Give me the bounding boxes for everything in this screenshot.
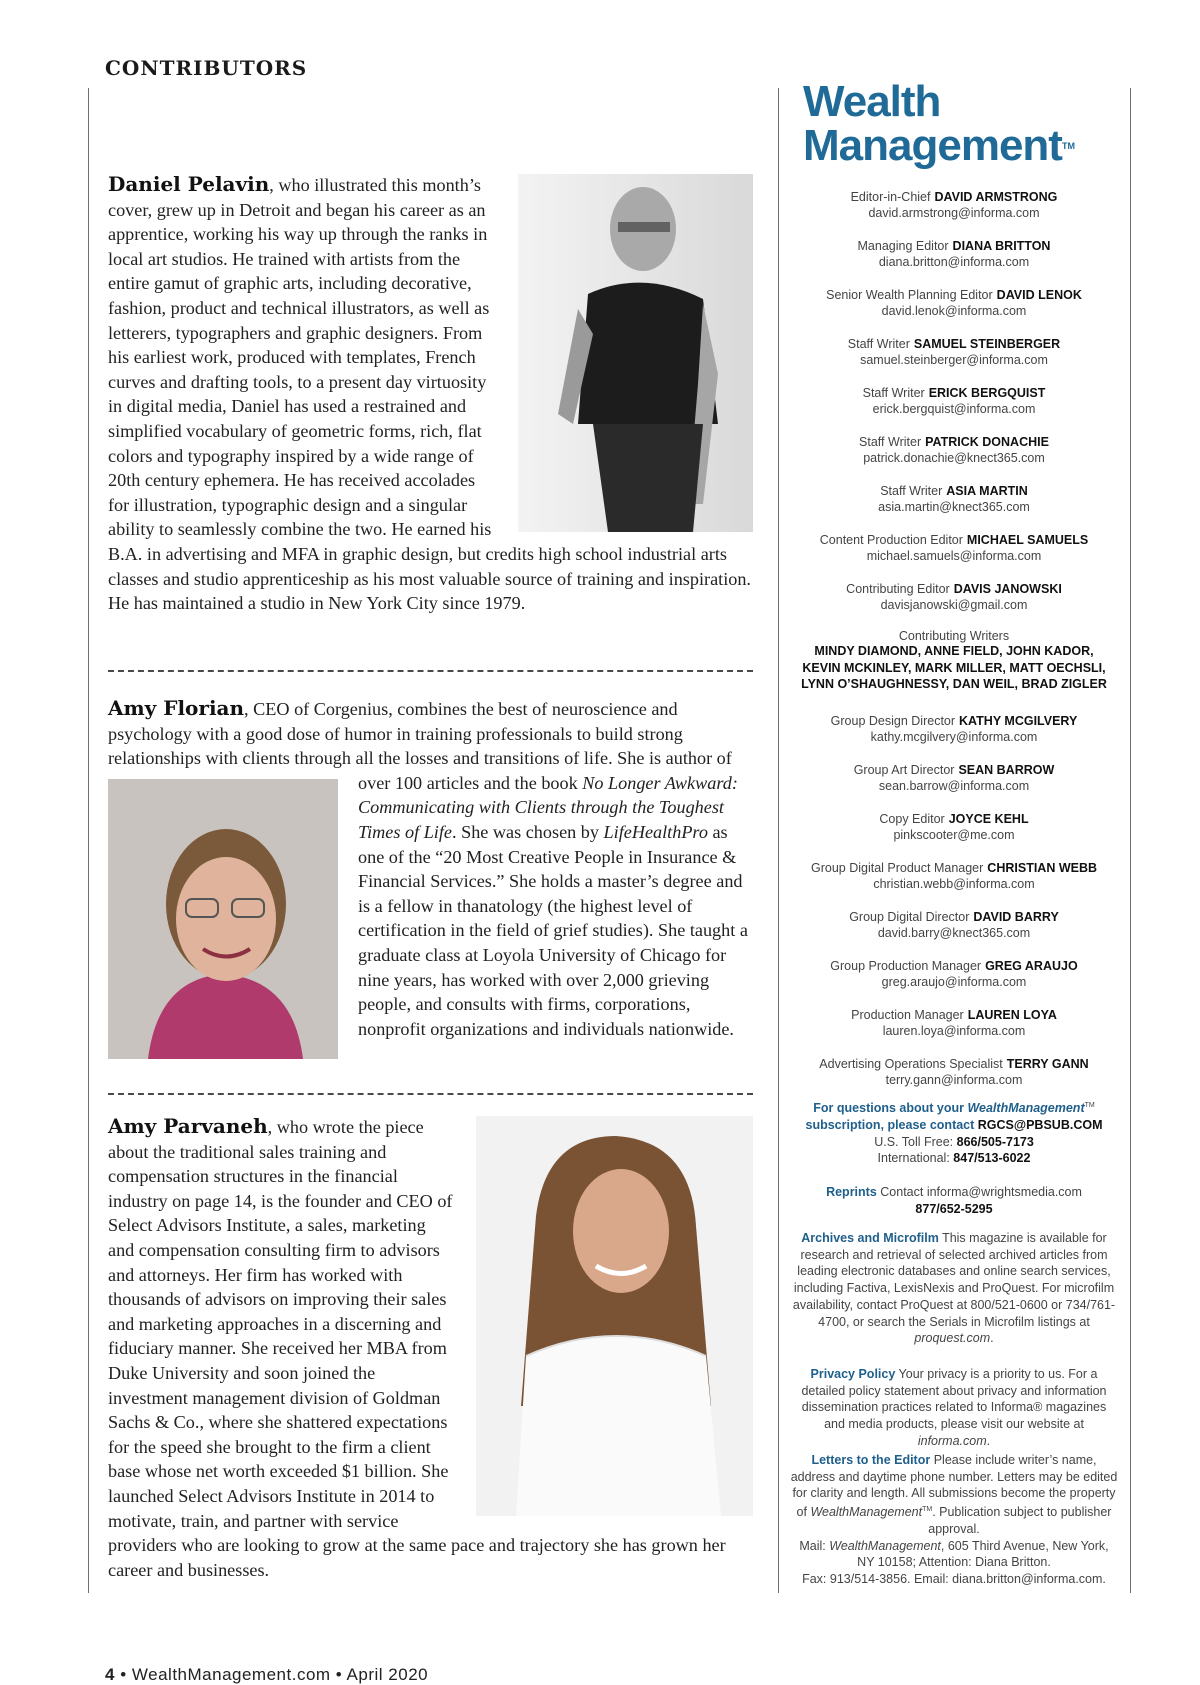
staff-name: SEAN BARROW bbox=[958, 763, 1055, 777]
staff-name: DAVID LENOK bbox=[996, 288, 1082, 302]
staff-role: Senior Wealth Planning Editor bbox=[826, 288, 993, 302]
photo-daniel-pelavin bbox=[518, 174, 753, 532]
privacy-text: Your privacy is a priority to us. For a detailed policy statement about privacy and information dissemination practices related to Informa® magazines and media products, please visit our website at bbox=[801, 1367, 1107, 1432]
separator: • bbox=[335, 1665, 343, 1684]
staff-email[interactable]: david.barry@knect365.com bbox=[877, 926, 1031, 940]
staff-role: Staff Writer bbox=[859, 435, 922, 449]
staff-entry bbox=[786, 859, 1122, 908]
contrib-label: Contributing Writers bbox=[898, 629, 1010, 643]
portrait-woman-image bbox=[476, 1116, 753, 1516]
tollfree-label: U.S. Toll Free: bbox=[874, 1134, 954, 1149]
bio-daniel-pelavin bbox=[108, 172, 753, 616]
trademark: TM bbox=[1084, 1102, 1095, 1109]
staff-role: Staff Writer bbox=[880, 484, 943, 498]
bio-amy-parvaneh bbox=[108, 1114, 753, 1582]
staff-name: ERICK BERGQUIST bbox=[928, 386, 1046, 400]
letters-text: Please include writer’s name, address and daytime phone number. Letters may be edited for clarity and length. All submissions become the property of bbox=[790, 1453, 1118, 1520]
staff-email[interactable]: michael.samuels@informa.com bbox=[866, 549, 1042, 563]
section-title: CONTRIBUTORS bbox=[105, 56, 308, 80]
letters-label: Letters to the Editor bbox=[811, 1453, 931, 1467]
bio-book-title: No Longer Awkward: Communicating with Clients through the Toughest Times of Life bbox=[358, 772, 738, 842]
staff-name: TERRY GANN bbox=[1006, 1057, 1089, 1071]
divider-dashed bbox=[108, 670, 753, 672]
bio-text: , who wrote the piece about the traditional sales training and compensation structures in the financial industry on page 14, is the founder and CEO of Select Advisors Institute, a sales, marketing and compensation consulting firm to advisors and attorneys. Her firm has worked with thousands of advisors on improving their sales and marketing approaches in a discerning and fiduciary manner. She received her MBA from Duke University and soon joined the investment management division of Goldman Sachs & Co., where she shattered expectations for the speed she brought to the firm a client base whose net worth exceeded $1 billion. She launched Select Advisors Institute in 2014 to motivate, train, and partner with service providers who are looking to grow at the same pace and trajectory she has grown her career and businesses. bbox=[108, 1117, 726, 1580]
photo-amy-parvaneh bbox=[476, 1116, 753, 1516]
bio-name: Amy Florian bbox=[108, 696, 245, 720]
privacy-label: Privacy Policy bbox=[810, 1367, 896, 1381]
staff-entry bbox=[786, 1055, 1122, 1104]
reprints-phone: 877/652-5295 bbox=[915, 1201, 993, 1216]
staff-role: Staff Writer bbox=[862, 386, 925, 400]
wealth-management-logo bbox=[803, 77, 1075, 170]
staff-entry bbox=[786, 237, 1122, 286]
bio-name: Daniel Pelavin bbox=[108, 172, 270, 196]
staff-entry bbox=[786, 957, 1122, 1006]
staff-role: Managing Editor bbox=[857, 239, 949, 253]
staff-role: Group Art Director bbox=[853, 763, 955, 777]
separator: • bbox=[120, 1665, 127, 1684]
contrib-names: LYNN O’SHAUGHNESSY, DAN WEIL, BRAD ZIGLER bbox=[801, 677, 1107, 691]
mail-label: Mail: bbox=[799, 1538, 830, 1553]
staff-email[interactable]: david.lenok@informa.com bbox=[881, 304, 1027, 318]
letters-info bbox=[790, 1452, 1118, 1588]
staff-role: Group Digital Product Manager bbox=[810, 861, 984, 875]
staff-role: Production Manager bbox=[851, 1008, 964, 1022]
staff-email[interactable]: diana.britton@informa.com bbox=[878, 255, 1030, 269]
staff-role: Content Production Editor bbox=[819, 533, 963, 547]
staff-email[interactable]: asia.martin@knect365.com bbox=[878, 500, 1030, 514]
reprints-info bbox=[790, 1184, 1118, 1217]
staff-entry bbox=[786, 482, 1122, 531]
bio-text: , who illustrated this month’s cover, grew up in Detroit and began his career as an apprentice, working his way up through the ranks in local art studios. He trained with artists from the entire gamut of graphic arts, including decorative, fashion, product and technical illustrators, as well as letterers, typographers and graphic designers. From his earliest work, produced with templates, French curves and drafting tools, to a present day virtuosity in digital media, Daniel has used a restrained and simplified vocabulary of geometric forms, rich, flat colors and typography inspired by a wide range of 20th century ephemera. He has received accolades for illustration, typographic design and a singular ability to seamlessly combine the two. He earned his B.A. in advertising and MFA in graphic design, but credits high school industrial arts classes and studio apprenticeship as his most valuable source of training and inspiration. He has maintained a studio in New York City since 1979. bbox=[108, 175, 751, 614]
staff-email[interactable]: david.armstrong@informa.com bbox=[868, 206, 1040, 220]
reprints-label: Reprints bbox=[826, 1185, 877, 1199]
staff-name: DAVID ARMSTRONG bbox=[934, 190, 1058, 204]
bio-text: . She was chosen by bbox=[451, 821, 604, 842]
intl-label: International: bbox=[877, 1151, 950, 1166]
staff-entry bbox=[786, 531, 1122, 580]
staff-entry bbox=[786, 761, 1122, 810]
issue-date: April 2020 bbox=[346, 1665, 429, 1684]
staff-entry bbox=[786, 1006, 1122, 1055]
staff-name: DAVIS JANOWSKI bbox=[953, 582, 1062, 596]
punctuation: . bbox=[990, 1331, 994, 1346]
brand-name: WealthManagement bbox=[810, 1505, 923, 1520]
staff-email[interactable]: greg.araujo@informa.com bbox=[881, 975, 1027, 989]
logo-line-2: Management bbox=[803, 121, 1062, 170]
contrib-names: MINDY DIAMOND, ANNE FIELD, JOHN KADOR, bbox=[814, 644, 1094, 658]
staff-name: JOYCE KEHL bbox=[948, 812, 1029, 826]
staff-name: GREG ARAUJO bbox=[985, 959, 1078, 973]
archives-label: Archives and Microfilm bbox=[801, 1231, 939, 1245]
logo-line-1: Wealth bbox=[803, 77, 941, 126]
page-footer bbox=[105, 1665, 428, 1685]
subscriptions-email[interactable]: RGCS@PBSUB.COM bbox=[977, 1117, 1103, 1132]
subscriptions-label: subscription, please contact bbox=[805, 1117, 975, 1132]
letters-text: . Publication subject to publisher approval. bbox=[928, 1505, 1112, 1536]
site-name[interactable]: WealthManagement.com bbox=[131, 1665, 331, 1684]
portrait-man-image bbox=[518, 174, 753, 532]
brand-name: WealthManagement bbox=[967, 1101, 1085, 1116]
masthead-left-rule bbox=[778, 88, 779, 1593]
staff-role: Group Digital Director bbox=[849, 910, 970, 924]
bio-text: , CEO of Corgenius, combines the best of neuroscience and psychology with a good dose of humor in training professionals to build strong relationships with clients through all the losses and transitions of life. She is author of over 100 articles and the book bbox=[108, 699, 732, 793]
mail-address: , 605 Third Avenue, New York, NY 10158; Attention: Diana Britton. bbox=[857, 1538, 1109, 1570]
staff-name: DAVID BARRY bbox=[973, 910, 1059, 924]
masthead-staff bbox=[786, 188, 1122, 1104]
staff-name: SAMUEL STEINBERGER bbox=[913, 337, 1061, 351]
staff-name: MICHAEL SAMUELS bbox=[966, 533, 1089, 547]
bio-publication: LifeHealthPro bbox=[603, 821, 708, 842]
staff-name: DIANA BRITTON bbox=[952, 239, 1051, 253]
staff-role: Contributing Editor bbox=[846, 582, 950, 596]
reprints-text: Contact informa@wrightsmedia.com bbox=[880, 1185, 1082, 1199]
staff-role: Editor-in-Chief bbox=[850, 190, 931, 204]
punctuation: . bbox=[986, 1433, 991, 1448]
trademark: TM bbox=[922, 1506, 933, 1514]
staff-role: Staff Writer bbox=[847, 337, 910, 351]
proquest-link[interactable]: proquest.com bbox=[914, 1331, 991, 1346]
privacy-info bbox=[790, 1366, 1118, 1450]
staff-email[interactable]: patrick.donachie@knect365.com bbox=[863, 451, 1045, 465]
archives-info bbox=[790, 1230, 1118, 1347]
contrib-names: KEVIN MCKINLEY, MARK MILLER, MATT OECHSLI, bbox=[802, 660, 1106, 675]
staff-role: Group Design Director bbox=[830, 714, 956, 728]
staff-email[interactable]: terry.gann@informa.com bbox=[885, 1073, 1023, 1087]
staff-email[interactable]: christian.webb@informa.com bbox=[873, 877, 1035, 891]
page-number: 4 bbox=[105, 1665, 115, 1684]
bio-text: as one of the “20 Most Creative People in Insurance & Financial Services.” She holds a master’s degree and is a fellow in thanatology (the highest level of certification in the field of grief studies). She taught a graduate class at Loyola University of Chicago for nine years, has worked with over 2,000 grieving people, and consults with firms, corporations, nonprofit organizations and individuals nationwide. bbox=[358, 821, 748, 1039]
subscriptions-info bbox=[790, 1098, 1118, 1167]
fax-email: Fax: 913/514-3856. Email: diana.britton@informa.com. bbox=[802, 1572, 1106, 1587]
staff-email[interactable]: erick.bergquist@informa.com bbox=[872, 402, 1036, 416]
staff-name: LAUREN LOYA bbox=[967, 1008, 1057, 1022]
staff-email[interactable]: pinkscooter@me.com bbox=[893, 828, 1015, 842]
staff-role: Group Production Manager bbox=[830, 959, 982, 973]
staff-name: CHRISTIAN WEBB bbox=[987, 861, 1098, 875]
staff-entry bbox=[786, 384, 1122, 433]
staff-entry bbox=[786, 335, 1122, 384]
left-column-rule bbox=[88, 88, 89, 1593]
contributing-writers bbox=[786, 629, 1122, 712]
staff-name: KATHY MCGILVERY bbox=[959, 714, 1078, 728]
photo-amy-florian bbox=[108, 779, 338, 1059]
staff-entry bbox=[786, 433, 1122, 482]
staff-role: Advertising Operations Specialist bbox=[819, 1057, 1003, 1071]
staff-email[interactable]: sean.barrow@informa.com bbox=[878, 779, 1030, 793]
staff-email[interactable]: davisjanowski@gmail.com bbox=[880, 598, 1028, 612]
staff-name: PATRICK DONACHIE bbox=[925, 435, 1049, 449]
subscriptions-label: For questions about your bbox=[813, 1101, 968, 1116]
staff-name: ASIA MARTIN bbox=[946, 484, 1028, 498]
bio-amy-florian bbox=[108, 696, 753, 1063]
staff-entry bbox=[786, 908, 1122, 957]
tollfree-number: 866/505-7173 bbox=[956, 1134, 1034, 1149]
trademark: TM bbox=[1061, 141, 1075, 151]
masthead-right-rule bbox=[1130, 88, 1131, 1593]
staff-email[interactable]: samuel.steinberger@informa.com bbox=[860, 353, 1048, 367]
archives-text: This magazine is available for research and retrieval of selected archived articles from leading electronic databases and online search services, including Factiva, LexisNexis and ProQuest. For microfilm availability, contact ProQuest at 800/521-0600 or 734/761-4700, or search the Serials in Microfilm listings at bbox=[792, 1231, 1116, 1329]
bio-name: Amy Parvaneh bbox=[108, 1114, 268, 1138]
divider-dashed bbox=[108, 1093, 753, 1095]
brand-name: WealthManagement bbox=[829, 1538, 941, 1553]
staff-email[interactable]: lauren.loya@informa.com bbox=[882, 1024, 1026, 1038]
staff-entry bbox=[786, 188, 1122, 237]
staff-entry bbox=[786, 286, 1122, 335]
staff-role: Copy Editor bbox=[879, 812, 945, 826]
staff-entry bbox=[786, 580, 1122, 629]
staff-entry bbox=[786, 810, 1122, 859]
intl-number: 847/513-6022 bbox=[953, 1151, 1031, 1166]
portrait-woman-image bbox=[108, 779, 338, 1059]
staff-email[interactable]: kathy.mcgilvery@informa.com bbox=[870, 730, 1038, 744]
staff-entry bbox=[786, 712, 1122, 761]
informa-link[interactable]: informa.com bbox=[917, 1433, 987, 1448]
